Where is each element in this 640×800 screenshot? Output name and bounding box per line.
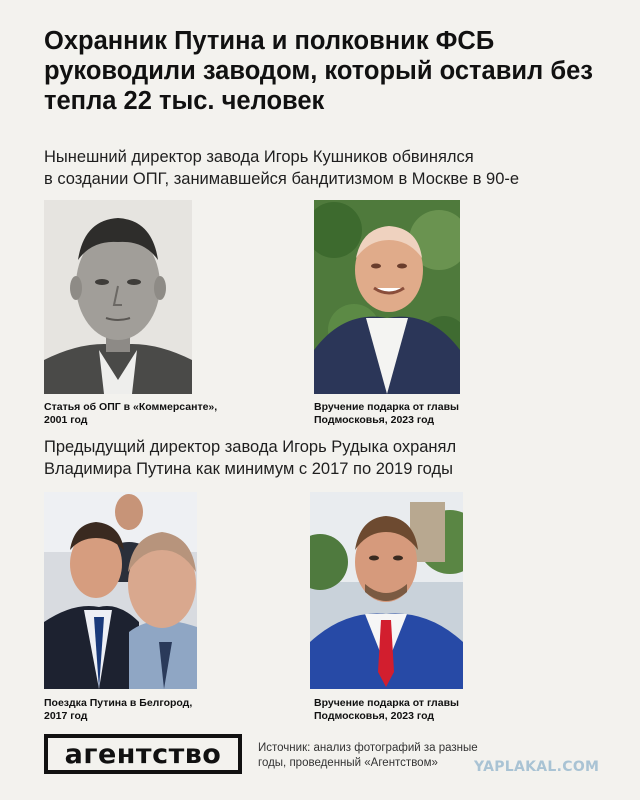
photo3-caption-line1: Поездка Путина в Белгород, [44, 697, 193, 709]
source-note [258, 741, 508, 771]
photo-rudyka-2023 [310, 492, 463, 689]
watermark: YAPLAKAL.COM [474, 759, 600, 775]
photo4-caption [314, 697, 514, 723]
photo-kushnikov-2023 [314, 200, 460, 394]
photo1-caption-line2: 2001 год [44, 414, 88, 426]
photo-rudyka-putin [44, 492, 197, 689]
section1-subhead-line1: Нынешний директор завода Игорь Кушников обвинялся [44, 148, 474, 166]
photo4-caption-line2: Подмосковья, 2023 год [314, 710, 435, 722]
photo1-caption [44, 401, 244, 427]
section2-subhead-line1: Предыдущий директор завода Игорь Рудыка охранял [44, 438, 457, 456]
photo4-caption-line1: Вручение подарка от главы [314, 697, 459, 709]
photo3-caption-line2: 2017 год [44, 710, 88, 722]
photo-kushnikov-newspaper [44, 200, 192, 394]
photo2-caption-line2: Подмосковья, 2023 год [314, 414, 435, 426]
section2-subhead [44, 436, 604, 480]
photo1-caption-line1: Статья об ОПГ в «Коммерсанте», [44, 401, 218, 413]
headline: Охранник Путина и полковник ФСБ руководили заводом, который оставил без тепла 22 тыс. человек [44, 27, 593, 115]
photo2-caption-line1: Вручение подарка от главы [314, 401, 459, 413]
section1-subhead-line2: в создании ОПГ, занимавшейся бандитизмом в Москве в 90-е [44, 170, 520, 188]
photo2-caption [314, 401, 514, 427]
section1-subhead [44, 146, 604, 190]
agentstvo-logo [44, 734, 242, 774]
logo-text: агентство [64, 738, 222, 770]
source-line1: Источник: анализ фотографий за разные [258, 742, 478, 754]
photo3-caption [44, 697, 244, 723]
source-line2: годы, проведенный «Агентством» [258, 757, 438, 769]
section2-subhead-line2: Владимира Путина как минимум с 2017 по 2019 годы [44, 460, 453, 478]
